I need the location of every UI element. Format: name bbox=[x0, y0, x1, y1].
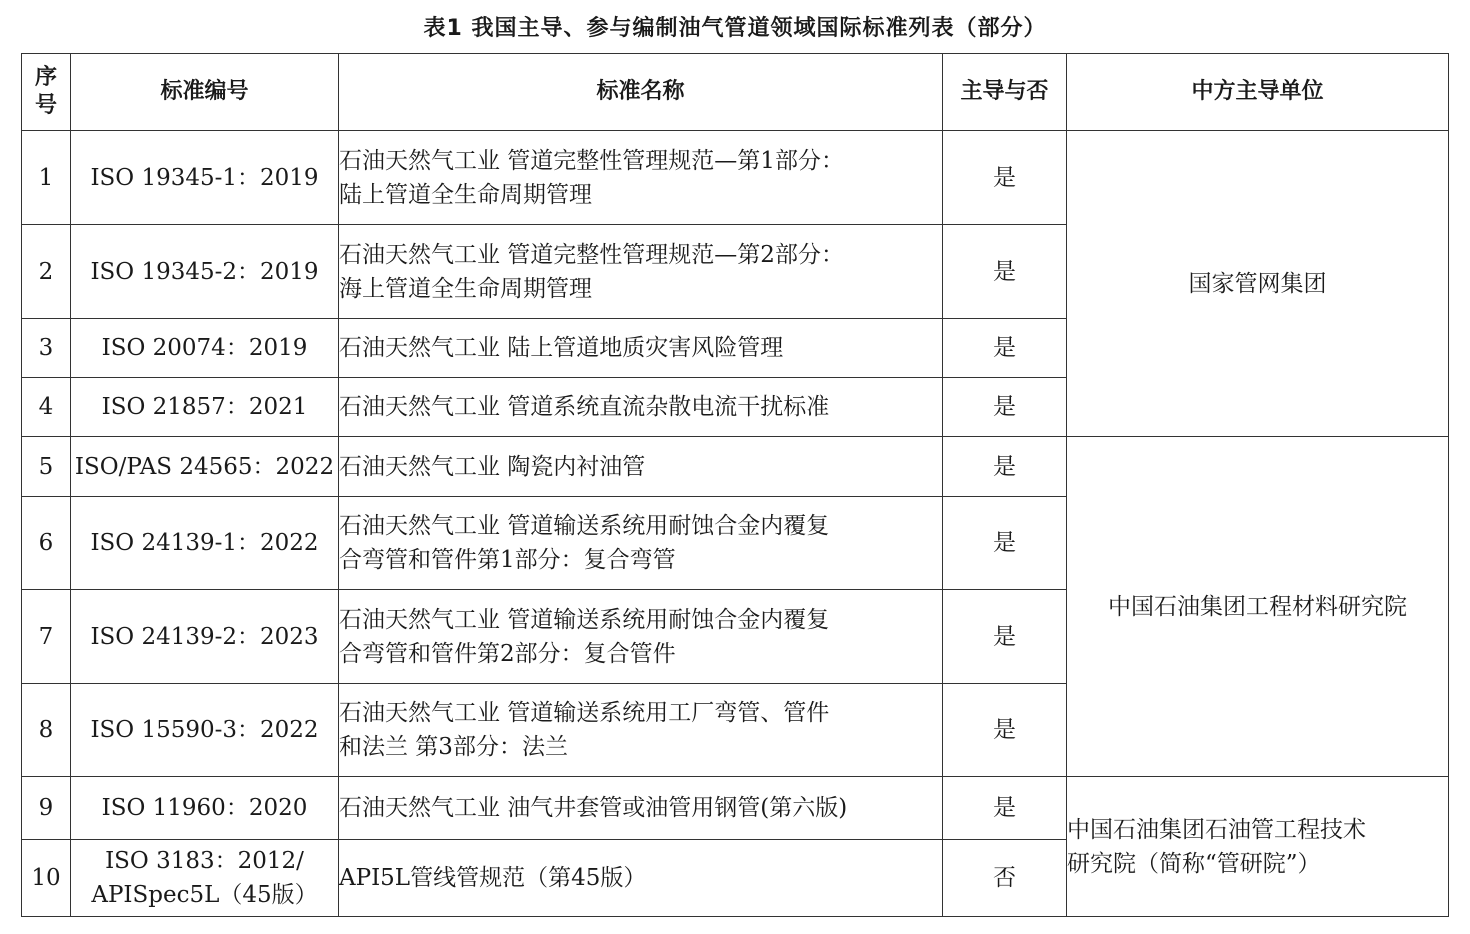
cell-code: ISO 21857：2021 bbox=[71, 378, 339, 437]
cell-seq: 9 bbox=[22, 777, 71, 840]
cell-name bbox=[339, 225, 943, 319]
cell-lead: 是 bbox=[943, 437, 1067, 497]
cell-lead: 是 bbox=[943, 590, 1067, 684]
cell-name: 石油天然气工业 管道系统直流杂散电流干扰标准 bbox=[339, 378, 943, 437]
cell-name-line1: 石油天然气工业 管道输送系统用工厂弯管、管件 bbox=[339, 700, 830, 726]
cell-code: ISO 15590-3：2022 bbox=[71, 684, 339, 777]
header-unit: 中方主导单位 bbox=[1067, 54, 1449, 131]
table-header-row bbox=[22, 54, 1449, 131]
cell-seq: 8 bbox=[22, 684, 71, 777]
cell-code: ISO 24139-2：2023 bbox=[71, 590, 339, 684]
cell-seq: 1 bbox=[22, 131, 71, 225]
cell-lead: 是 bbox=[943, 777, 1067, 840]
cell-lead: 否 bbox=[943, 840, 1067, 917]
cell-name-line2: 海上管道全生命周期管理 bbox=[339, 275, 592, 302]
cell-name: 石油天然气工业 油气井套管或油管用钢管(第六版) bbox=[339, 777, 943, 840]
cell-seq: 6 bbox=[22, 497, 71, 590]
cell-code bbox=[71, 840, 339, 917]
cell-name-line2: 合弯管和管件第2部分：复合管件 bbox=[339, 640, 676, 667]
cell-name-line1: 石油天然气工业 管道输送系统用耐蚀合金内覆复 bbox=[339, 606, 830, 633]
cell-seq: 10 bbox=[22, 840, 71, 917]
cell-name-line1: 石油天然气工业 管道完整性管理规范—第2部分： bbox=[339, 241, 844, 268]
cell-lead: 是 bbox=[943, 378, 1067, 437]
table-row bbox=[22, 777, 1449, 840]
cell-lead: 是 bbox=[943, 319, 1067, 378]
cell-unit-group1: 国家管网集团 bbox=[1067, 131, 1449, 437]
cell-name bbox=[339, 131, 943, 225]
cell-seq: 7 bbox=[22, 590, 71, 684]
header-seq-line2: 号 bbox=[34, 93, 57, 118]
cell-unit-group3 bbox=[1067, 777, 1449, 917]
cell-seq: 5 bbox=[22, 437, 71, 497]
cell-name: 石油天然气工业 陶瓷内衬油管 bbox=[339, 437, 943, 497]
header-seq-line1: 序 bbox=[34, 65, 57, 90]
header-seq bbox=[22, 54, 71, 131]
table-row bbox=[22, 437, 1449, 497]
standards-table bbox=[21, 53, 1449, 917]
cell-seq: 2 bbox=[22, 225, 71, 319]
cell-name bbox=[339, 684, 943, 777]
cell-unit-group2: 中国石油集团工程材料研究院 bbox=[1067, 437, 1449, 777]
cell-unit-group3-line2: 研究院（简称“管研院”） bbox=[1067, 850, 1321, 877]
cell-code-line2: APISpec5L（45版） bbox=[91, 882, 318, 908]
cell-name: 石油天然气工业 陆上管道地质灾害风险管理 bbox=[339, 319, 943, 378]
cell-seq: 3 bbox=[22, 319, 71, 378]
cell-code: ISO 19345-2：2019 bbox=[71, 225, 339, 319]
cell-code: ISO/PAS 24565：2022 bbox=[71, 437, 339, 497]
cell-code: ISO 20074：2019 bbox=[71, 319, 339, 378]
cell-code: ISO 24139-1：2022 bbox=[71, 497, 339, 590]
table-row bbox=[22, 131, 1449, 225]
cell-unit-group3-line1: 中国石油集团石油管工程技术 bbox=[1067, 816, 1366, 843]
cell-name bbox=[339, 590, 943, 684]
cell-lead: 是 bbox=[943, 497, 1067, 590]
cell-name-line2: 和法兰 第3部分：法兰 bbox=[339, 734, 568, 760]
cell-name-line1: 石油天然气工业 管道完整性管理规范—第1部分： bbox=[339, 147, 844, 174]
cell-name-line2: 陆上管道全生命周期管理 bbox=[339, 181, 592, 208]
cell-lead: 是 bbox=[943, 131, 1067, 225]
cell-name: API5L管线管规范（第45版） bbox=[339, 840, 943, 917]
cell-code: ISO 19345-1：2019 bbox=[71, 131, 339, 225]
cell-code-line1: ISO 3183：2012/ bbox=[105, 848, 304, 874]
cell-name-line1: 石油天然气工业 管道输送系统用耐蚀合金内覆复 bbox=[339, 513, 830, 539]
cell-code: ISO 11960：2020 bbox=[71, 777, 339, 840]
cell-name bbox=[339, 497, 943, 590]
cell-lead: 是 bbox=[943, 225, 1067, 319]
table-caption: 表1 我国主导、参与编制油气管道领域国际标准列表（部分） bbox=[423, 16, 1047, 41]
header-lead: 主导与否 bbox=[943, 54, 1067, 131]
cell-lead: 是 bbox=[943, 684, 1067, 777]
header-code: 标准编号 bbox=[71, 54, 339, 131]
header-name: 标准名称 bbox=[339, 54, 943, 131]
cell-seq: 4 bbox=[22, 378, 71, 437]
cell-name-line2: 合弯管和管件第1部分：复合弯管 bbox=[339, 547, 676, 573]
